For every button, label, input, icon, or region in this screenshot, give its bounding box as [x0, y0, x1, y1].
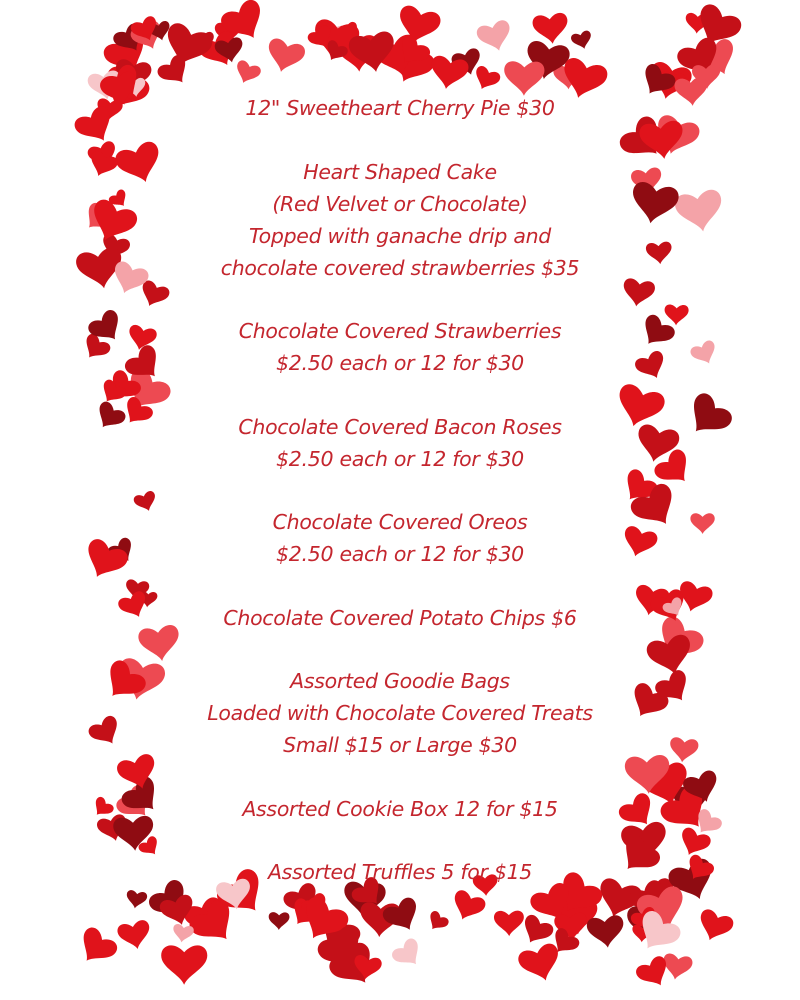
heart-icon	[390, 936, 428, 973]
menu-item-line: Assorted Truffles 5 for $15	[267, 860, 533, 884]
heart-icon	[89, 795, 115, 821]
heart-icon	[680, 390, 736, 445]
menu-item	[150, 602, 650, 634]
heart-icon	[161, 945, 207, 985]
heart-icon	[263, 37, 307, 77]
menu-item-line: $2.50 each or 12 for $30	[276, 446, 524, 471]
heart-icon	[673, 188, 726, 235]
heart-icon	[504, 61, 545, 96]
heart-icon	[232, 59, 263, 88]
heart-icon	[570, 30, 594, 52]
menu-item-line: Chocolate Covered Bacon Roses	[238, 414, 562, 439]
heart-icon	[664, 304, 689, 325]
menu-item-line: chocolate covered strawberries $35	[220, 255, 580, 280]
menu-item	[150, 315, 650, 379]
heart-icon	[532, 12, 570, 46]
menu-item-line: Assorted Cookie Box 12 for $15	[242, 796, 558, 821]
heart-icon	[694, 907, 735, 946]
heart-icon	[690, 513, 714, 534]
heart-icon	[428, 54, 470, 92]
heart-icon	[97, 657, 149, 708]
heart-icon	[586, 914, 626, 950]
menu-item-line: (Red Velvet or Chocolate)	[272, 191, 528, 216]
heart-icon	[116, 919, 153, 953]
heart-icon	[689, 339, 721, 369]
menu-item	[150, 411, 650, 475]
heart-icon	[125, 889, 148, 910]
heart-icon	[668, 737, 699, 765]
menu-item-line: Topped with ganache drip and	[248, 223, 552, 248]
menu-item-line: $2.50 each or 12 for $30	[276, 351, 524, 375]
menu-item	[150, 156, 650, 284]
heart-icon	[171, 923, 194, 944]
menu-item	[150, 793, 650, 825]
menu-item	[150, 665, 650, 761]
menu-item-line: Loaded with Chocolate Covered Treats	[207, 701, 593, 725]
menu-item-line: Heart Shaped Cake	[303, 159, 497, 184]
menu-item-line: Chocolate Covered Potato Chips $6	[223, 605, 577, 630]
menu-item	[150, 506, 650, 570]
heart-icon	[674, 76, 709, 107]
menu-list	[150, 92, 650, 920]
heart-icon	[86, 714, 125, 752]
heart-icon	[72, 924, 120, 971]
heart-icon	[91, 399, 128, 435]
menu-item-line: 12" Sweetheart Cherry Pie $30	[245, 96, 555, 120]
menu-item-line: Small $15 or Large $30	[283, 733, 517, 757]
heart-icon	[475, 19, 515, 56]
menu-item	[150, 92, 650, 124]
heart-icon	[470, 64, 502, 94]
menu-item-line: Chocolate Covered Strawberries	[238, 319, 562, 343]
menu-item	[150, 856, 650, 888]
menu-item-line: Assorted Goodie Bags	[290, 669, 510, 693]
menu-item-line: $2.50 each or 12 for $30	[276, 542, 524, 566]
menu-item-line: Chocolate Covered Oreos	[272, 510, 528, 534]
